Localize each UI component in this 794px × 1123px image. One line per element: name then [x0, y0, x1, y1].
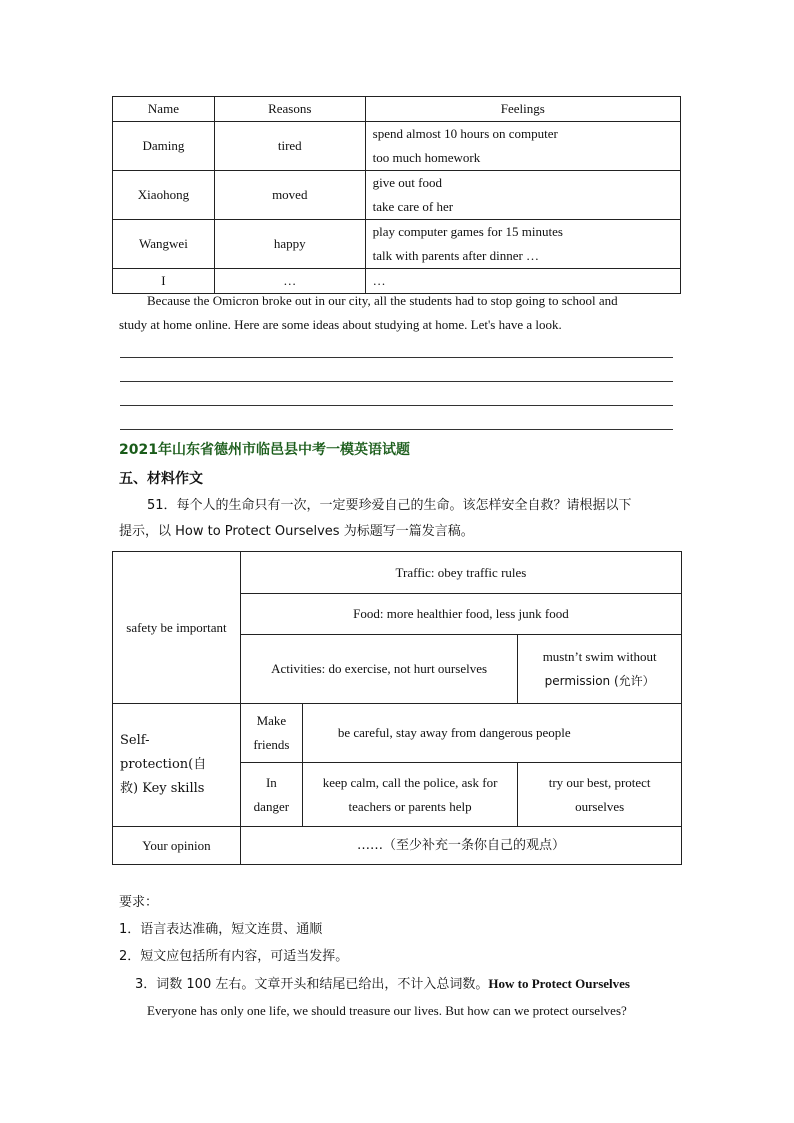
- requirement-item-3-text: 3．词数 100 左右。文章开头和结尾已给出，不计入总词数。: [135, 977, 489, 992]
- requirement-item-1: 1．语言表达准确，短文连贯、通顺: [119, 922, 323, 937]
- in-danger-line-2: danger: [253, 798, 290, 814]
- keep-calm-line-1: keep calm, call the police, ask for: [322, 774, 498, 790]
- row-name: Wangwei: [113, 220, 215, 269]
- section-title: 五、材料作文: [119, 471, 203, 487]
- question-line-2: 提示，以 How to Protect Ourselves 为标题写一篇发言稿。: [119, 524, 474, 539]
- requirement-item-3: [135, 972, 630, 997]
- table-row: [113, 122, 681, 171]
- essay-opening: Everyone has only one life, we should treasure our lives. But how can we protect ourselves?: [147, 1003, 627, 1018]
- table-row: [113, 171, 681, 220]
- try-best-line-1: try our best, protect: [548, 774, 651, 790]
- row-reason: …: [214, 269, 365, 294]
- requirements-title: 要求：: [119, 895, 159, 910]
- answer-line: [120, 429, 673, 430]
- row-reason: moved: [214, 171, 365, 220]
- safety-label-cell: safety be important: [113, 552, 241, 704]
- make-friends-text-cell: be careful, stay away from dangerous people: [302, 704, 681, 763]
- keep-calm-line-2: teachers or parents help: [348, 798, 472, 814]
- feeling-line: too much homework: [372, 150, 481, 165]
- row-name: Xiaohong: [113, 171, 215, 220]
- answer-line: [120, 381, 673, 382]
- self-protection-line-1: Self-protection(自: [120, 733, 207, 772]
- traffic-cell: Traffic: obey traffic rules: [240, 552, 681, 594]
- mustnt-line-1: mustn’t swim without: [542, 649, 657, 664]
- question-line-1: 51．每个人的生命只有一次，一定要珍爱自己的生命。该怎样安全自救？请根据以下: [147, 498, 632, 513]
- feeling-line: give out food: [372, 175, 442, 190]
- row-feelings: [365, 122, 680, 171]
- row-reason: tired: [214, 122, 365, 171]
- header-reasons: Reasons: [214, 97, 365, 122]
- in-danger-line-1: In: [265, 774, 277, 790]
- keep-calm-cell: [302, 763, 517, 827]
- row-reason: happy: [214, 220, 365, 269]
- essay-title-bold: How to Protect Ourselves: [488, 976, 630, 991]
- row-feelings: [365, 220, 680, 269]
- table-header-row: [113, 97, 681, 122]
- feeling-line: play computer games for 15 minutes: [372, 224, 563, 239]
- food-cell: Food: more healthier food, less junk food: [240, 594, 681, 635]
- answer-line: [120, 357, 673, 358]
- make-friends-line-2: friends: [253, 737, 290, 752]
- header-name: Name: [113, 97, 215, 122]
- mustnt-line-2: permission (允许）: [544, 674, 655, 688]
- feeling-line: take care of her: [372, 199, 454, 214]
- feeling-line: talk with parents after dinner …: [372, 248, 540, 263]
- make-friends-cell: [240, 704, 302, 763]
- self-protection-line-2: 救) Key skills: [120, 781, 205, 796]
- mustnt-swim-cell: [518, 635, 682, 704]
- self-protection-label-cell: [113, 704, 241, 827]
- opinion-text-cell: ……（至少补充一条你自己的观点）: [240, 827, 681, 865]
- row-name: Daming: [113, 122, 215, 171]
- intro-line-1: Because the Omicron broke out in our city, all the students had to stop going to school and: [147, 293, 618, 308]
- prompt-table: [112, 551, 682, 865]
- in-danger-cell: [240, 763, 302, 827]
- row-feelings: [365, 171, 680, 220]
- try-best-cell: [518, 763, 682, 827]
- requirement-item-2: 2．短文应包括所有内容，可适当发挥。: [119, 949, 349, 964]
- feeling-line: spend almost 10 hours on computer: [372, 126, 558, 141]
- header-feelings: Feelings: [365, 97, 680, 122]
- exam-title: 2021年山东省德州市临邑县中考一模英语试题: [119, 442, 410, 458]
- row-feelings: …: [365, 269, 680, 294]
- make-friends-line-1: Make: [256, 713, 287, 728]
- try-best-line-2: ourselves: [575, 798, 625, 814]
- answer-line: [120, 405, 673, 406]
- intro-line-2: study at home online. Here are some ideas about studying at home. Let's have a look.: [119, 317, 562, 332]
- opinion-label-cell: Your opinion: [113, 827, 241, 865]
- row-name: I: [113, 269, 215, 294]
- activities-cell: Activities: do exercise, not hurt ourselves: [240, 635, 517, 704]
- feelings-table: [112, 96, 681, 294]
- table-row: [113, 220, 681, 269]
